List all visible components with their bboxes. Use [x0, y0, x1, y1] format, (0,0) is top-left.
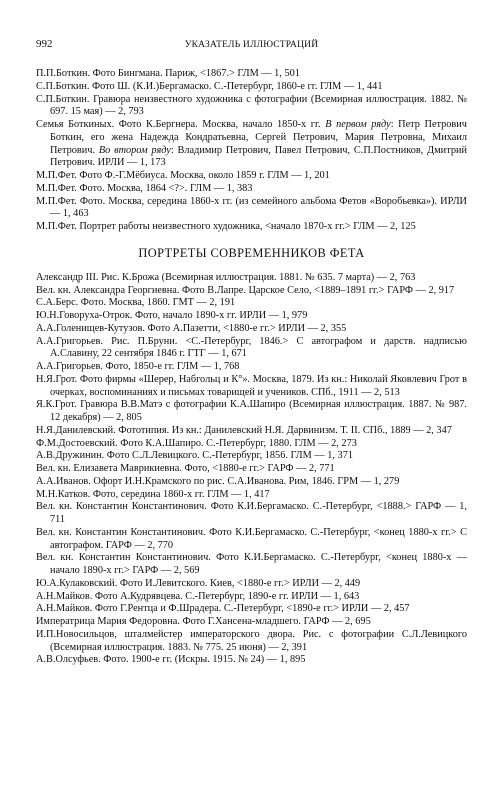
index-entry: М.П.Фет. Портрет работы неизвестного художника, <начало 1870-х гг.> ГЛМ — 2, 125: [36, 221, 416, 232]
index-entry: Александр III. Рис. К.Брожа (Всемирная иллюстрация. 1881. № 635. 7 марта) — 2, 763: [36, 271, 416, 283]
index-entry: А.В.Дружинин. Фото С.Л.Левицкого. С.-Петербург, 1856. ГЛМ — 1, 371: [36, 450, 353, 462]
index-entry: М.П.Фет. Фото. Москва, середина 1860-х гг. (из семейного альбома Фетов «Воробьевка»). ИРЛИ — 1, 463: [36, 195, 467, 220]
index-entry: Ф.М.Достоевский. Фото К.А.Шапиро. С.-Петербург, 1880. ГЛМ — 2, 273: [36, 437, 357, 449]
entries-contemporaries: [36, 272, 467, 667]
entry-italic: В первом ряду: [325, 119, 391, 130]
index-entry: М.П.Фет. Фото Ф.-Г.Мёбиуса. Москва, около 1859 г. ГЛМ — 1, 201: [36, 170, 330, 181]
index-entry: А.В.Олсуфьев. Фото. 1900-е гг. (Искры. 1915. № 24) — 1, 895: [36, 654, 306, 666]
page-header: [36, 38, 467, 54]
index-entry: С.А.Берс. Фото. Москва, 1860. ГМТ — 2, 191: [36, 297, 236, 309]
index-entry: А.А.Иванов. Офорт И.Н.Крамского по рис. С.А.Иванова. Рим, 1846. ГРМ — 1, 279: [36, 475, 400, 487]
index-entry: М.Н.Катков. Фото, середина 1860-х гг. ГЛМ — 1, 417: [36, 488, 270, 500]
running-title: УКАЗАТЕЛЬ ИЛЛЮСТРАЦИЙ: [184, 40, 319, 50]
index-entry: Ю.Н.Говоруха-Отрок. Фото, начало 1890-х гг. ИРЛИ — 1, 979: [36, 310, 308, 321]
entries-top: [36, 68, 467, 234]
index-entry: С.П.Боткин. Гравюра неизвестного художника с фотографии (Всемирная иллюстрация. 1882. № 697. 15 мая) — 2, 793: [36, 93, 467, 118]
index-entry: Вел. кн. Александра Георгиевна. Фото В.Лапре. Царское Село, <1889–1891 гг.> ГАРФ — 2, 917: [36, 284, 455, 296]
section-title: ПОРТРЕТЫ СОВРЕМЕННИКОВ ФЕТА: [138, 245, 365, 260]
entry-italic: Во втором ряду: [98, 144, 171, 156]
index-entry: Вел. кн. Константин Константинович. Фото К.И.Бергамаско. С.-Петербург, <1888.> ГАРФ — 1, 711: [36, 501, 467, 525]
index-entry: Вел. кн. Константин Константинович. Фото К.И.Бергамаско. С.-Петербург, <конец 1880-х — начало 1890-х гг.> ГАРФ — 2, 569: [36, 552, 467, 576]
entry-text: Семья Боткиных. Фото К.Бергнера. Москва, начало 1850-х гг.: [36, 119, 326, 130]
index-entry: А.Н.Майков. Фото Г.Рентца и Ф.Шрадера. С.-Петербург, <1890-е гг.> ИРЛИ — 2, 457: [36, 603, 410, 615]
index-entry: Я.К.Грот. Гравюра В.В.Матэ с фотографии К.А.Шапиро (Всемирная иллюстрация. 1887. № 987. 12 декабря) — 2, 805: [36, 399, 467, 423]
index-entry: [36, 119, 467, 170]
index-entry: А.Н.Майков. Фото А.Кудрявцева. С.-Петербург, 1890-е гг. ИРЛИ — 1, 643: [36, 590, 360, 602]
index-entry: Ю.А.Кулаковский. Фото И.Левитского. Киев, <1880-е гг.> ИРЛИ — 2, 449: [36, 577, 361, 589]
index-entry: Вел. кн. Константин Константинович. Фото К.И.Бергамаско. С.-Петербург, <конец 1880-х гг.> С автографом. ГАРФ — 2, 770: [36, 526, 467, 551]
index-entry: Императрица Мария Федоровна. Фото Г.Хансена-младшего. ГАРФ — 2, 695: [36, 616, 371, 627]
index-entry: А.А.Григорьев. Рис. П.Бруни. <С.-Петербург, 1846.> С автографом и дарств. надписью А.Славину, 22 сентября 1846 г. ГТГ — 1, 671: [36, 335, 467, 360]
index-entry: П.П.Боткин. Фото Бингмана. Париж, <1867.> ГЛМ — 1, 501: [36, 68, 300, 79]
entry-text: : Владимир Петрович, Павел Петрович, С.П.Постников, Дмитрий Петрович. ИРЛИ — 1, 173: [50, 144, 467, 169]
index-entry: С.П.Боткин. Фото Ш. (К.И.)Бергамаско. С.-Петербург, 1860-е гг. ГЛМ — 1, 441: [36, 80, 383, 92]
index-entry: Вел. кн. Елизавета Маврикиевна. Фото, <1880-е гг.> ГАРФ — 2, 771: [36, 463, 335, 474]
index-entry: А.А.Голенищев-Кутузов. Фото А.Пазетти, <1880-е гг.> ИРЛИ — 2, 355: [36, 322, 347, 334]
index-entry: А.А.Григорьев. Фото, 1850-е гг. ГЛМ — 1, 768: [36, 361, 240, 372]
index-entry: Н.Я.Данилевский. Фототипия. Из кн.: Данилевский Н.Я. Дарвинизм. Т. II. СПб., 1889 — 2, 347: [36, 424, 452, 436]
entry-text: : Петр Петрович Боткин, его жена Надежда Кондратьевна, Сергей Петрович, Мария Петровна, Михаил Петрович.: [50, 119, 467, 156]
index-entry: И.П.Новосильцов, шталмейстер императорского двора. Рис. с фотографии С.Л.Левицкого (Всемирная иллюстрация. 1883. № 775. 25 июня) — 2, 391: [36, 628, 467, 653]
index-entry: Н.Я.Грот. Фото фирмы «Шерер, Набгольц и К°». Москва, 1879. Из кн.: Николай Яковлевич Грот в очерках, воспоминаниях и письмах товарищей и учеников. СПб., 1911 — 2, 513: [36, 373, 467, 398]
page-number: 992: [36, 38, 53, 50]
index-entry: М.П.Фет. Фото. Москва, 1864 <?>. ГЛМ — 1, 383: [36, 182, 253, 194]
